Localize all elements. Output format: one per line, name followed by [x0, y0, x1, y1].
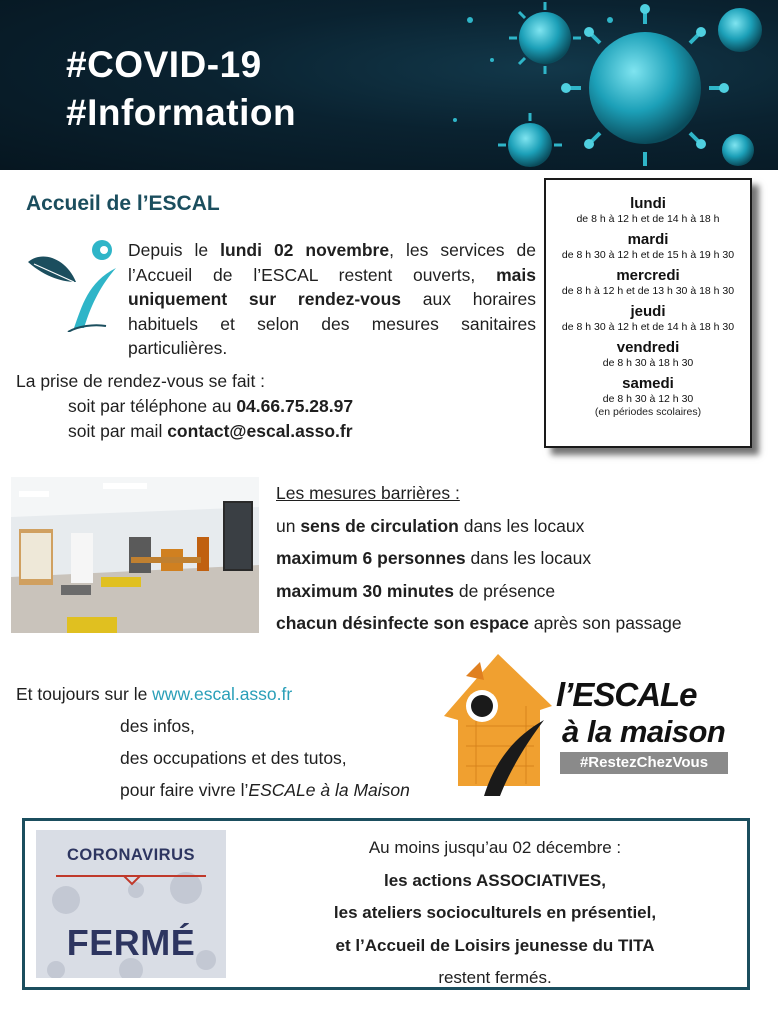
- intro-paragraph: [128, 238, 536, 361]
- house-icon: [436, 646, 560, 796]
- closure-bold: les ateliers socioculturels en présentiel,: [333, 903, 657, 922]
- website-item: des infos,: [120, 716, 195, 736]
- coronavirus-closed-image: [36, 830, 226, 978]
- barrier-post: de présence: [453, 580, 556, 601]
- hours-time: de 8 h 30 à 12 h et de 15 h à 19 h 30: [561, 249, 735, 261]
- hours-time: de 8 h à 12 h et de 13 h 30 à 18 h 30: [561, 285, 735, 297]
- intro-text-3: aux horaires habituels et selon des mesures sanitaires particulières.: [128, 289, 536, 358]
- barrier-post: dans les locaux: [465, 548, 592, 568]
- intro-bold-date: lundi 02 novembre: [220, 240, 390, 260]
- appointment-mail: [16, 419, 353, 444]
- closure-line: Au moins jusqu’au 02 décembre :: [368, 838, 622, 857]
- banner-line-2: #Information: [66, 92, 297, 133]
- intro-text-1: Depuis le: [128, 240, 221, 260]
- escale-home-logo: [436, 646, 736, 796]
- hours-time: de 8 h 30 à 18 h 30: [602, 357, 694, 369]
- header-banner: [0, 0, 778, 170]
- barrier-bold: maximum 6 personnes: [276, 548, 466, 568]
- hours-entry: [546, 340, 750, 370]
- phone-label: soit par téléphone au: [68, 396, 237, 416]
- hours-time: de 8 h 30 à 12 h 30: [602, 393, 694, 405]
- website-item: des occupations et des tutos,: [120, 748, 347, 768]
- intro-text-2: , les services de l’Accueil de l’ESCAL restent ouverts,: [128, 240, 537, 285]
- appointment-heading: La prise de rendez-vous se fait :: [16, 371, 266, 391]
- hours-time: de 8 h à 12 h et de 14 h à 18 h: [576, 213, 720, 225]
- office-photo: [11, 477, 259, 633]
- appointment-phone: [16, 394, 353, 419]
- website-line: [16, 678, 410, 710]
- escale-title: l’ESCALe: [556, 676, 697, 713]
- hours-day: lundi: [630, 195, 666, 212]
- hours-note: (en périodes scolaires): [594, 406, 702, 418]
- hours-day: samedi: [622, 375, 674, 392]
- opening-hours-box: [544, 178, 752, 448]
- coronavirus-label: CORONAVIRUS: [66, 846, 196, 864]
- hours-day: mardi: [627, 231, 669, 248]
- barrier-measures: [276, 477, 682, 640]
- closure-line-bold: [250, 930, 740, 963]
- website-item: [16, 774, 410, 806]
- escal-logo: [24, 236, 124, 332]
- appointment-info: [16, 369, 353, 444]
- hours-time: de 8 h 30 à 12 h et de 14 h à 18 h 30: [561, 321, 735, 333]
- barrier-bold: maximum 30 minutes: [276, 580, 454, 601]
- closure-line-bold: [250, 865, 740, 898]
- hours-day: mercredi: [616, 267, 680, 284]
- banner-line-1: #COVID-19: [66, 44, 262, 85]
- barrier-pre: un: [276, 515, 301, 536]
- closure-text: [250, 832, 740, 995]
- hours-entry: [546, 232, 750, 262]
- mail-label: soit par mail: [68, 421, 168, 441]
- escale-subtitle: à la maison: [562, 714, 726, 749]
- website-item-pre: pour faire vivre l’: [120, 780, 249, 800]
- barrier-bold: sens de circulation: [300, 515, 459, 536]
- hours-day: vendredi: [616, 339, 680, 356]
- hours-entry: [546, 376, 750, 406]
- barrier-bold: chacun désinfecte son espace: [276, 613, 529, 633]
- barriers-heading: Les mesures barrières :: [276, 483, 460, 503]
- closure-line-bold: [250, 897, 740, 930]
- closed-label: FERMÉ: [66, 922, 196, 963]
- barrier-item: [276, 510, 682, 543]
- website-link[interactable]: www.escal.asso.fr: [152, 684, 293, 704]
- website-item-italic: ESCALe à la Maison: [248, 780, 410, 800]
- hours-entry: [546, 268, 750, 298]
- barrier-item: [276, 542, 682, 575]
- escale-hashtag: #RestezChezVous: [560, 752, 728, 774]
- barrier-item: [276, 575, 682, 608]
- phone-number[interactable]: 04.66.75.28.97: [236, 396, 354, 416]
- intro-bold-rdv: mais uniquement sur rendez-vous: [128, 264, 536, 309]
- hours-day: jeudi: [630, 303, 666, 320]
- barrier-post: dans les locaux: [458, 515, 585, 536]
- website-section: [16, 678, 410, 806]
- hours-entry: [546, 196, 750, 226]
- barrier-item: [276, 607, 682, 640]
- closure-bold: les actions ASSOCIATIVES,: [383, 870, 606, 890]
- mail-address[interactable]: contact@escal.asso.fr: [167, 421, 353, 441]
- section-title: Accueil de l’ESCAL: [26, 192, 220, 215]
- hours-entry: [546, 304, 750, 334]
- closure-bold: et l’Accueil de Loisirs jeunesse du TITA: [335, 935, 655, 955]
- website-intro: Et toujours sur le: [16, 684, 153, 704]
- barrier-post: après son passage: [528, 613, 682, 633]
- closure-line: restent fermés.: [438, 968, 552, 987]
